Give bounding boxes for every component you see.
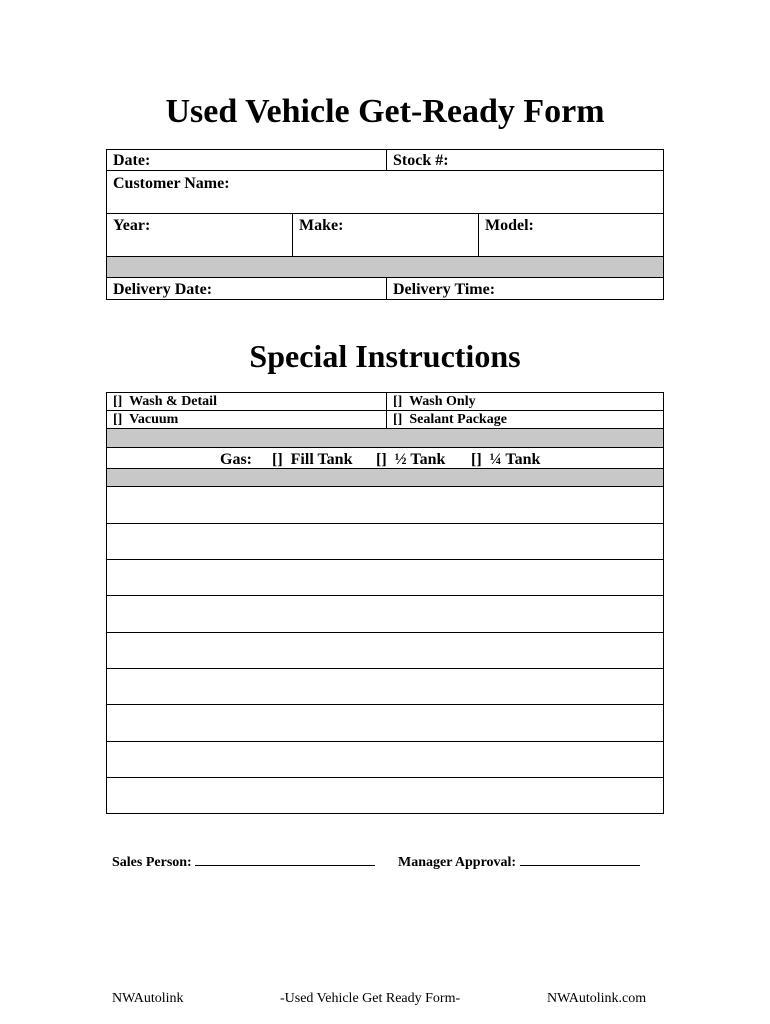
year-field[interactable]: Year: [113,217,151,234]
sales-person-label: Sales Person: [112,855,192,870]
gas-quarter-tank-checkbox[interactable]: [] ¼ Tank [471,451,541,468]
option-sealant-package-checkbox[interactable]: [] Sealant Package [393,412,507,427]
shaded-separator-row [107,429,663,447]
customer-name-field[interactable]: Customer Name: [113,175,230,192]
footer-left: NWAutolink [112,991,184,1006]
gas-fill-tank-checkbox[interactable]: [] Fill Tank [272,451,353,468]
shaded-separator-row [107,257,663,277]
delivery-time-field[interactable]: Delivery Time: [393,281,496,298]
gas-half-tank-checkbox[interactable]: [] ½ Tank [376,451,446,468]
instruction-line[interactable] [106,741,664,742]
option-vacuum-checkbox[interactable]: [] Vacuum [113,412,179,427]
shaded-separator-row [107,469,663,486]
instruction-line[interactable] [106,704,664,705]
sales-person-signature[interactable] [112,851,375,872]
manager-approval-label: Manager Approval: [398,855,517,870]
manager-approval-line[interactable] [520,851,640,866]
instruction-line[interactable] [106,523,664,524]
option-wash-only-checkbox[interactable]: [] Wash Only [393,394,476,409]
instruction-line[interactable] [106,595,664,596]
instruction-line[interactable] [106,632,664,633]
make-field[interactable]: Make: [299,217,344,234]
special-instructions-title: Special Instructions [249,338,521,374]
delivery-date-field[interactable]: Delivery Date: [113,281,213,298]
option-wash-detail-checkbox[interactable]: [] Wash & Detail [113,394,217,409]
manager-approval-signature[interactable] [398,851,640,872]
stock-number-field[interactable]: Stock #: [393,152,449,169]
sales-person-line[interactable] [195,851,375,866]
instruction-line[interactable] [106,777,664,778]
date-field[interactable]: Date: [113,152,151,169]
instruction-line[interactable] [106,559,664,560]
form-title: Used Vehicle Get-Ready Form [165,93,605,130]
footer-right: NWAutolink.com [547,991,647,1006]
instruction-line[interactable] [106,668,664,669]
gas-label: Gas: [220,451,252,468]
model-field[interactable]: Model: [485,217,534,234]
footer-center: -Used Vehicle Get Ready Form- [280,991,461,1006]
